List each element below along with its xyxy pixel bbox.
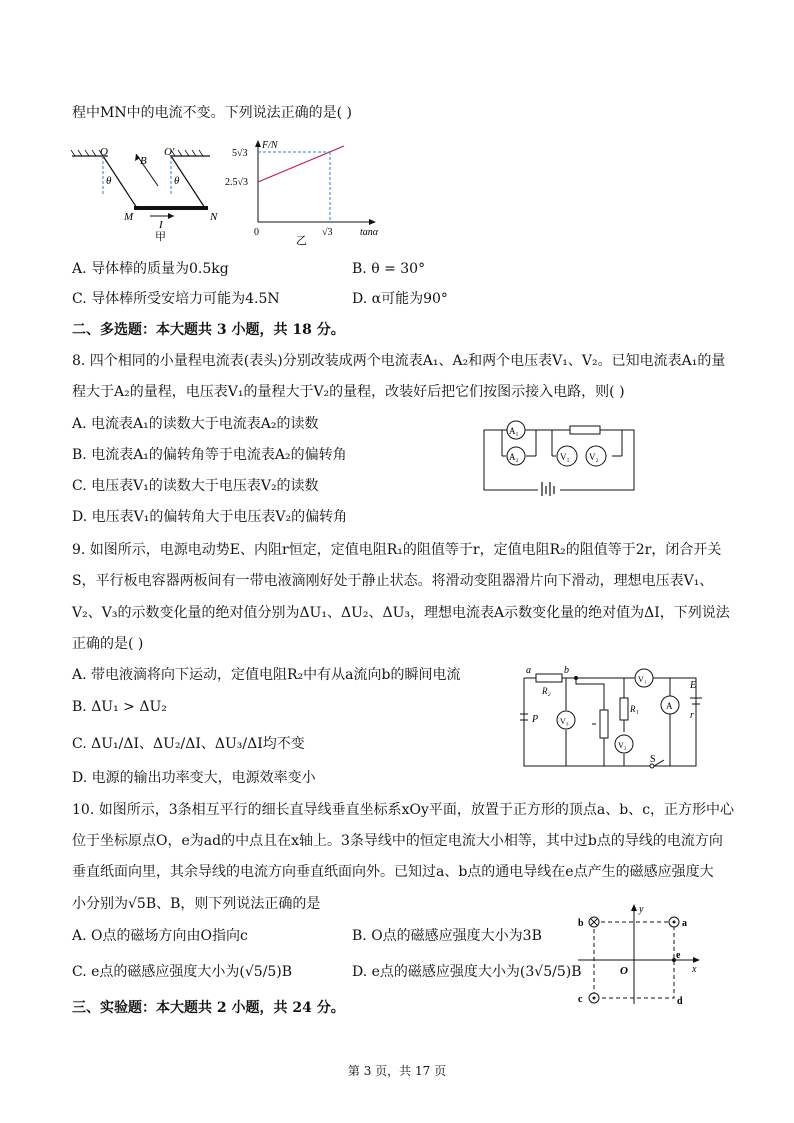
q9-label-b: b xyxy=(564,665,569,676)
q9-circuit-figure xyxy=(510,662,710,770)
jia-caption: 甲 xyxy=(155,231,166,242)
q9-meter-v3: V₃ xyxy=(560,717,569,726)
q9-option-a: A. 带电液滴将向下运动，定值电阻R₂中有从a流向b的瞬间电流 xyxy=(72,667,461,683)
q10-option-a: A. O点的磁场方向由O指向c xyxy=(72,928,248,944)
q9-label-a: a xyxy=(526,665,531,676)
q8-option-d: D. 电压表V₁的偏转角大于电压表V₂的偏转角 xyxy=(72,509,348,525)
q8-meter-a1: A₁ xyxy=(509,426,519,436)
q8-stem-2: 程大于A₂的量程，电压表V₁的量程大于V₂的量程，改装好后把它们按图示接入电路，则( ) xyxy=(72,384,625,400)
q8-option-c: C. 电压表V₁的读数大于电压表V₂的读数 xyxy=(72,478,319,494)
q9-stem-1: 9. 如图所示，电源电动势E、内阻r恒定，定值电阻R₁的阻值等于r，定值电阻R₂的阻值等于2r，闭合开关 xyxy=(72,542,722,558)
q7-stem: 程中MN中的电流不变。下列说法正确的是( ) xyxy=(72,105,352,121)
q9-option-b: B. ΔU₁ > ΔU₂ xyxy=(72,699,167,715)
q10-label-b: b xyxy=(578,918,584,929)
q8-stem-1: 8. 四个相同的小量程电流表(表头)分别改装成两个电流表A₁、A₂和两个电压表V₁、V₂。已知电流表A₁的量 xyxy=(72,353,726,369)
jia-label-N: N xyxy=(210,211,218,223)
jia-label-theta1: θ xyxy=(106,175,112,187)
q9-label-r2: R₂ xyxy=(542,686,551,696)
q10-label-o: O xyxy=(620,965,628,977)
section-2-title: 二、多选题：本大题共 3 小题，共 18 分。 xyxy=(72,322,345,338)
q7-figure-jia xyxy=(70,146,220,242)
q8-option-a: A. 电流表A₁的读数大于电流表A₂的读数 xyxy=(72,416,319,432)
q9-label-r1: R₁ xyxy=(630,704,639,714)
q10-option-b: B. O点的磁感应强度大小为3B xyxy=(352,928,542,944)
q10-label-e: e xyxy=(676,950,681,961)
yi-tick-y2: 2.5√3 xyxy=(225,177,248,188)
q9-label-e: E xyxy=(690,680,697,691)
q8-meter-v1: V₁ xyxy=(560,452,570,462)
q10-label-x: x xyxy=(692,964,697,975)
q8-meter-v2: V₂ xyxy=(589,452,599,462)
yi-xlabel: tanα xyxy=(360,227,379,238)
q9-meter-v2: V₂ xyxy=(618,741,627,750)
q10-figure xyxy=(574,900,708,1008)
yi-line xyxy=(258,146,344,182)
jia-label-O2: O′ xyxy=(164,146,175,158)
q8-meter-a2: A₂ xyxy=(509,452,519,462)
q9-stem-2: S，平行板电容器两板间有一带电液滴刚好处于静止状态。将滑动变阻器滑片向下滑动，理想电压表V₁、 xyxy=(72,573,714,589)
q9-label-s: S xyxy=(650,754,656,765)
section-3-title: 三、实验题：本大题共 2 小题，共 24 分。 xyxy=(72,1000,345,1016)
q10-label-d: d xyxy=(677,996,683,1007)
q9-stem-4: 正确的是( ) xyxy=(72,636,144,652)
q10-label-c: c xyxy=(578,994,583,1005)
q10-label-y: y xyxy=(639,904,644,915)
yi-tick-x: √3 xyxy=(322,227,333,238)
jia-label-O: O xyxy=(100,146,108,158)
q10-option-d: D. e点的磁感应强度大小为(3√5/5)B xyxy=(352,964,582,980)
q10-option-c: C. e点的磁感应强度大小为(√5/5)B xyxy=(72,964,293,980)
q10-stem-1: 10. 如图所示，3条相互平行的细长直导线垂直坐标系xOy平面，放置于正方形的顶点a、b、c，正方形中心 xyxy=(72,802,735,818)
q9-label-p: P xyxy=(532,714,539,725)
q9-label-r: r xyxy=(690,710,694,721)
q9-stem-3: V₂、V₃的示数变化量的绝对值分别为ΔU₁、ΔU₂、ΔU₃，理想电流表A示数变化量的绝对值为ΔI，下列说法 xyxy=(72,605,730,621)
q10-stem-3: 垂直纸面向里，其余导线的电流方向垂直纸面向外。已知过a、b点的通电导线在e点产生的磁感应强度大 xyxy=(72,864,714,880)
q8-circuit-figure xyxy=(480,418,640,496)
q10-stem-2: 位于坐标原点O，e为ad的中点且在x轴上。3条导线中的恒定电流大小相等，其中过b点的导线的电流方向 xyxy=(72,833,723,849)
q9-meter-v1: V₁ xyxy=(638,675,647,684)
yi-origin: 0 xyxy=(254,227,259,238)
q9-option-c: C. ΔU₁/ΔI、ΔU₂/ΔI、ΔU₃/ΔI均不变 xyxy=(72,736,305,752)
yi-caption: 乙 xyxy=(296,235,307,246)
q7-option-b: B. θ = 30° xyxy=(352,261,426,277)
q9-meter-a: A xyxy=(666,701,673,711)
page-footer: 第 3 页，共 17 页 xyxy=(347,1064,447,1078)
q7-figure-yi xyxy=(222,138,386,246)
q8-option-b: B. 电流表A₁的偏转角等于电流表A₂的偏转角 xyxy=(72,447,347,463)
jia-label-I: I xyxy=(159,219,163,231)
yi-ylabel: F/N xyxy=(262,140,278,151)
jia-label-M: M xyxy=(124,211,134,223)
q10-label-a: a xyxy=(682,918,687,929)
q9-option-d: D. 电源的输出功率变大，电源效率变小 xyxy=(72,770,316,786)
jia-label-B: B xyxy=(140,155,147,167)
q10-stem-4: 小分别为√5B、B，则下列说法正确的是 xyxy=(72,896,321,912)
q7-option-a: A. 导体棒的质量为0.5kg xyxy=(72,261,229,277)
yi-tick-y1: 5√3 xyxy=(232,148,248,159)
q7-option-d: D. α可能为90° xyxy=(352,291,448,307)
jia-label-theta2: θ xyxy=(174,175,180,187)
q7-option-c: C. 导体棒所受安培力可能为4.5N xyxy=(72,291,280,307)
